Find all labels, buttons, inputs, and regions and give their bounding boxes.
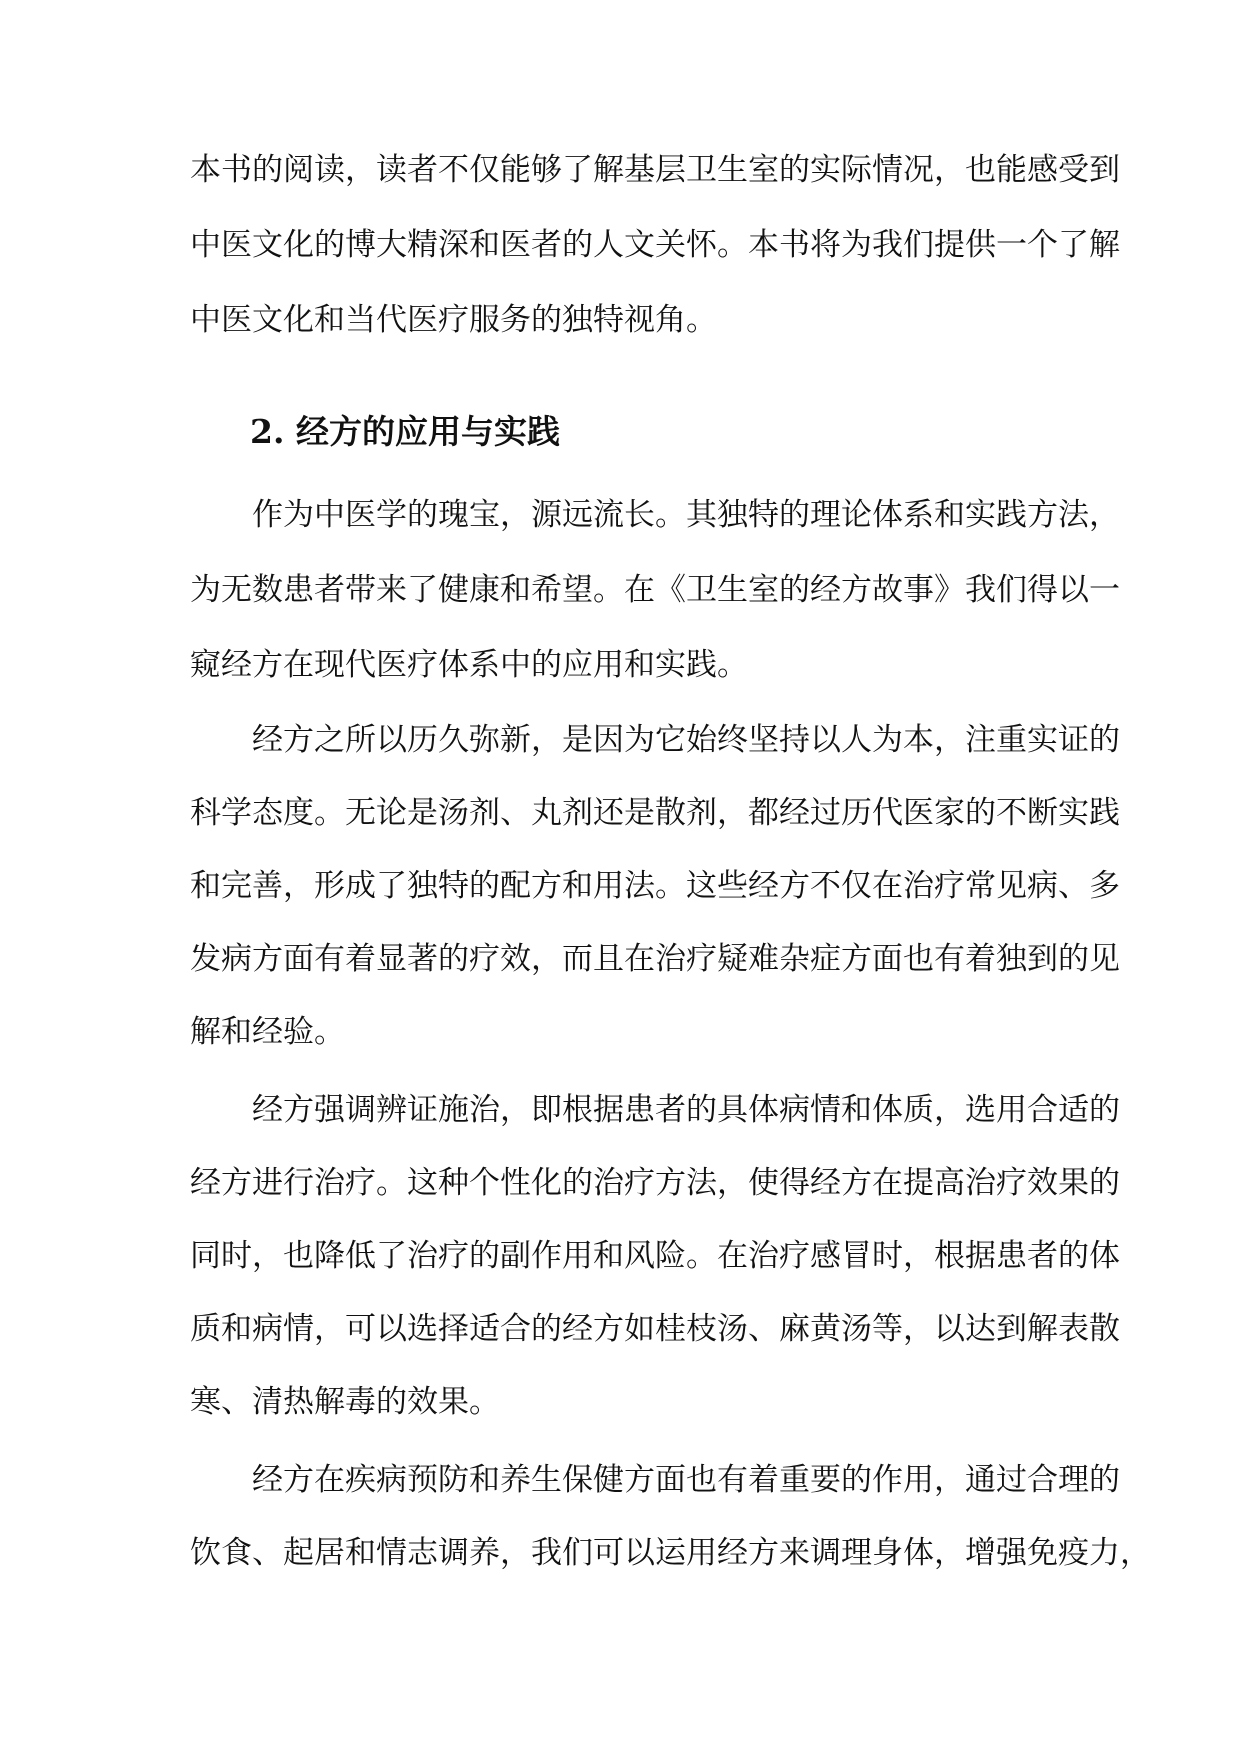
text-line: 寒、清热解毒的效果。 [190,1384,500,1420]
text-line: 中医文化的博大精深和医者的人文关怀。本书将为我们提供一个了解 [190,227,1120,263]
text-line: 经方进行治疗。这种个性化的治疗方法，使得经方在提高治疗效果的 [190,1165,1120,1201]
text-line: 经方在疾病预防和养生保健方面也有着重要的作用，通过合理的 [190,1462,1120,1498]
text-line: 中医文化和当代医疗服务的独特视角。 [190,302,717,338]
text-line: 科学态度。无论是汤剂、丸剂还是散剂，都经过历代医家的不断实践 [190,795,1120,831]
text-line: 和完善，形成了独特的配方和用法。这些经方不仅在治疗常见病、多 [190,868,1120,904]
text-line: 作为中医学的瑰宝，源远流长。其独特的理论体系和实践方法， [190,497,1120,533]
text-line: 同时，也降低了治疗的副作用和风险。在治疗感冒时，根据患者的体 [190,1238,1120,1274]
text-line: 本书的阅读，读者不仅能够了解基层卫生室的实际情况，也能感受到 [190,152,1120,188]
text-line: 窥经方在现代医疗体系中的应用和实践。 [190,647,748,683]
text-line: 饮食、起居和情志调养，我们可以运用经方来调理身体，增强免疫力， [190,1535,1151,1571]
text-line: 为无数患者带来了健康和希望。在《卫生室的经方故事》我们得以一 [190,572,1120,608]
text-line: 发病方面有着显著的疗效，而且在治疗疑难杂症方面也有着独到的见 [190,941,1120,977]
text-line: 经方之所以历久弥新，是因为它始终坚持以人为本，注重实证的 [190,722,1120,758]
text-line: 经方强调辨证施治，即根据患者的具体病情和体质，选用合适的 [190,1092,1120,1128]
text-line: 质和病情，可以选择适合的经方如桂枝汤、麻黄汤等，以达到解表散 [190,1311,1120,1347]
section-heading: 2. 经方的应用与实践 [250,412,560,451]
text-line: 解和经验。 [190,1014,345,1050]
